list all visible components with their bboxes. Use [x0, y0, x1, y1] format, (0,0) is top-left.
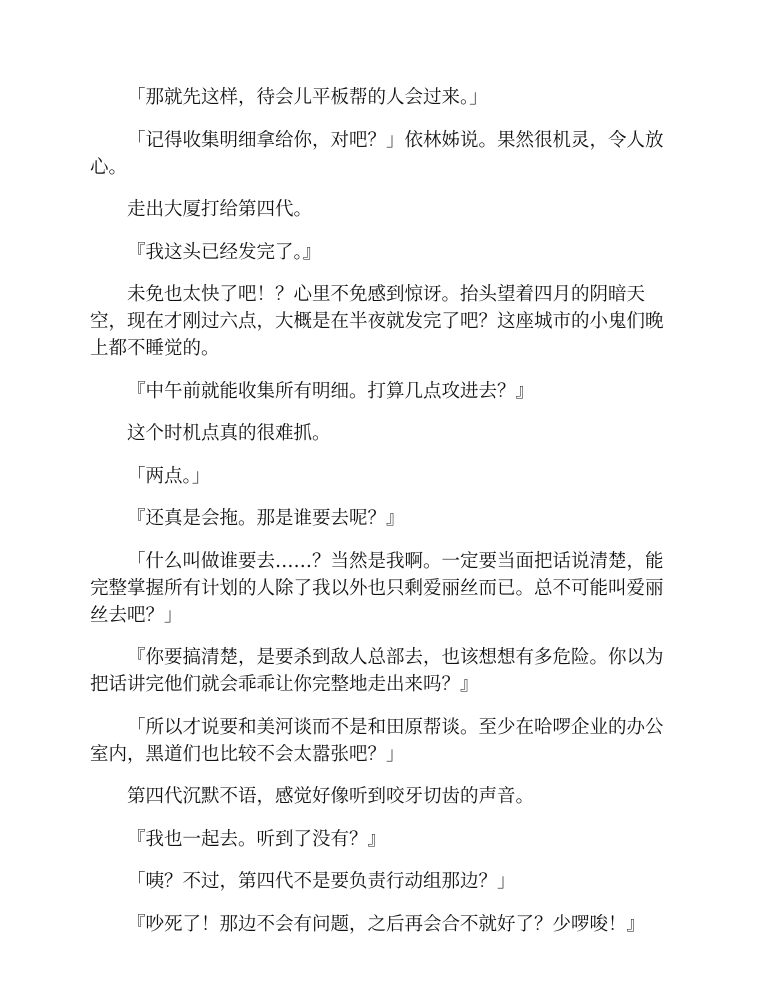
paragraph: 「记得收集明细拿给你，对吧？」依林姊说。果然很机灵，令人放心。 [90, 129, 664, 178]
paragraph: 『我这头已经发完了。』 [127, 241, 322, 263]
paragraph: 「两点。」 [127, 465, 211, 487]
paragraph: 『吵死了！那边不会有问题，之后再会合不就好了？少啰唆！』 [127, 913, 646, 935]
paragraph: 『我也一起去。听到了没有？』 [127, 828, 387, 850]
paragraph: 『还真是会拖。那是谁要去呢？』 [127, 508, 405, 529]
paragraph: 未免也太快了吧！？心里不免感到惊讶。抬头望着四月的阴暗天空，现在才刚过六点，大概是在半夜就发完了吧？这座城市的小鬼们晚上都不睡觉的。 [90, 284, 664, 359]
paragraph: 「什么叫做谁要去……？当然是我啊。一定要当面把话说清楚，能完整掌握所有计划的人除了我以外也只剩爱丽丝而已。总不可能叫爱丽丝去吧？」 [90, 550, 664, 626]
paragraph: 走出大厦打给第四代。 [127, 199, 313, 220]
paragraph: 「那就先这样，待会儿平板帮的人会过来。」 [127, 87, 488, 108]
paragraph: 『你要搞清楚，是要杀到敌人总部去，也该想想有多危险。你以为把话讲完他们就会乖乖让你完整地走出来吗？』 [90, 647, 664, 695]
paragraph: 第四代沉默不语，感觉好像听到咬牙切齿的声音。 [127, 786, 535, 807]
paragraph: 这个时机点真的很难抓。 [127, 423, 331, 444]
paragraph: 「咦？不过，第四代不是要负责行动组那边？」 [127, 871, 516, 892]
paragraph: 「所以才说要和美河谈而不是和田原帮谈。至少在哈啰企业的办公室内，黑道们也比较不会太嚣张吧？」 [90, 716, 664, 765]
paragraph: 『中午前就能收集所有明细。打算几点攻进去？』 [127, 380, 535, 402]
document-page [90, 84, 680, 953]
